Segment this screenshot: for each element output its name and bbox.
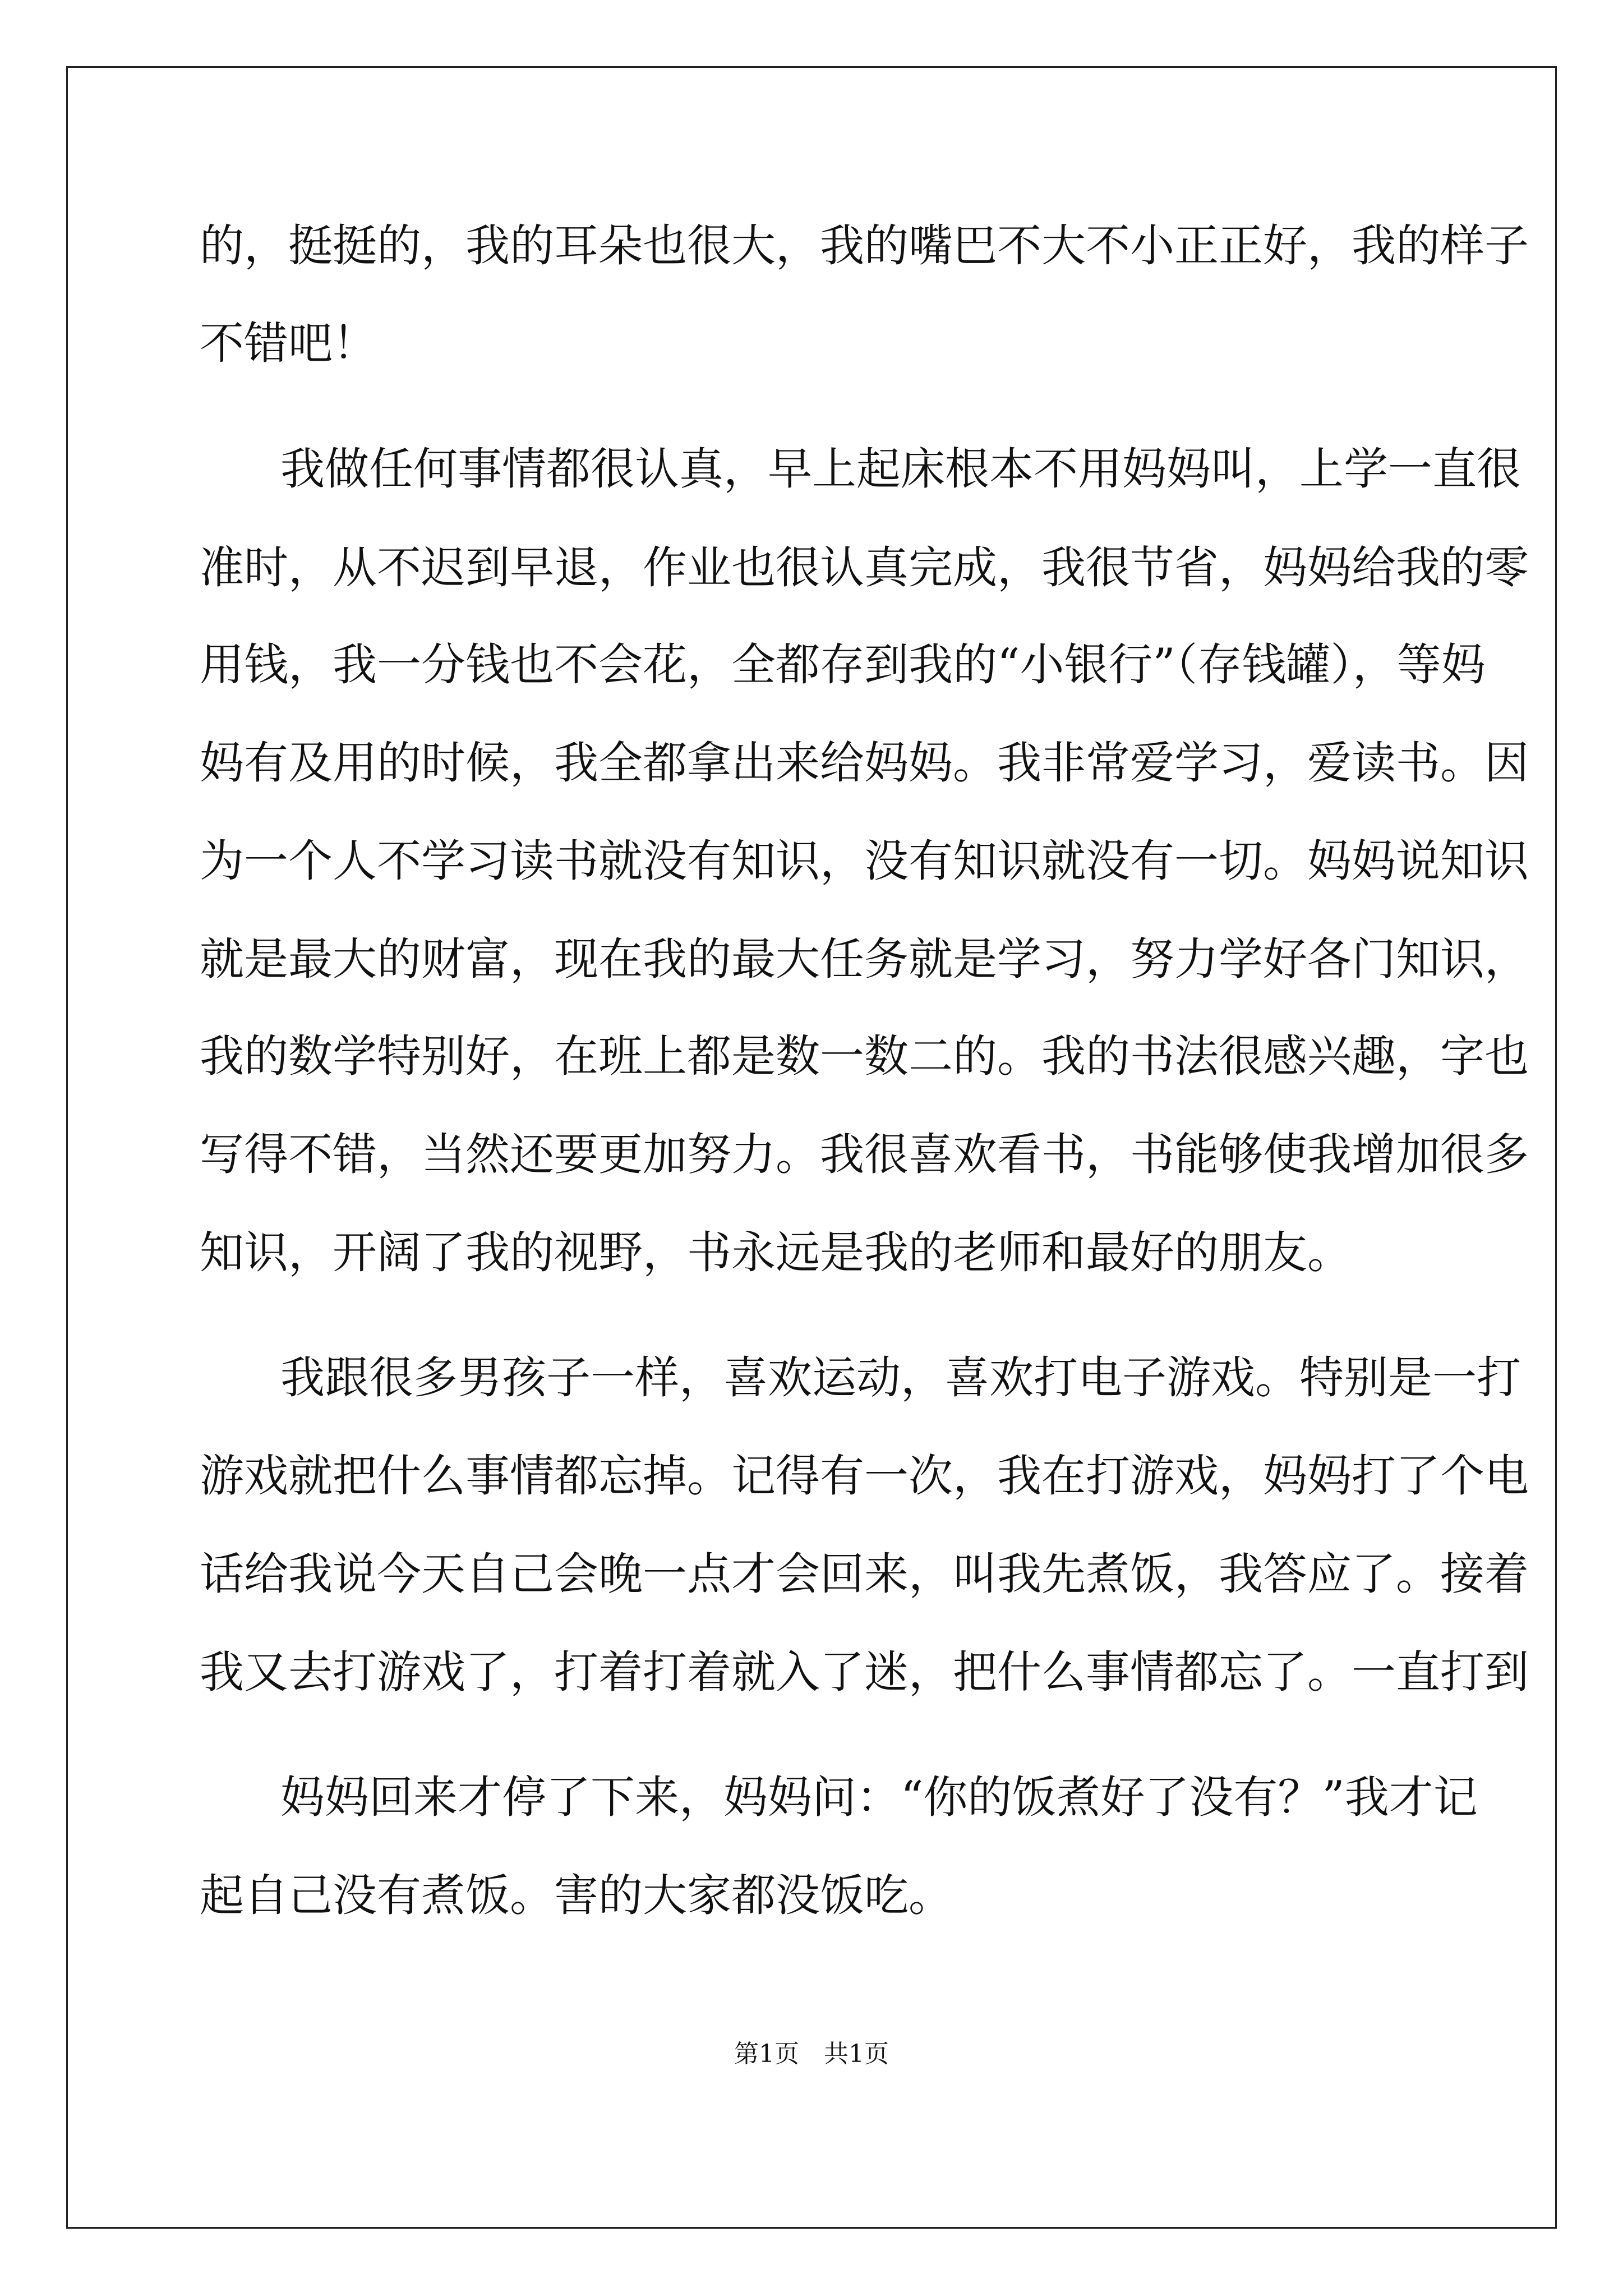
text-line: 写得不错，当然还要更加努力。我很喜欢看书，书能够使我增加很多 <box>200 1129 1529 1180</box>
text-line: 的，挺挺的，我的耳朵也很大，我的嘴巴不大不小正正好，我的样子 <box>200 220 1529 272</box>
text-line: 妈有及用的时候，我全都拿出来给妈妈。我非常爱学习，爱读书。因 <box>200 737 1529 789</box>
text-line: 用钱，我一分钱也不会花，全都存到我的“小银行”（存钱罐），等妈 <box>200 639 1486 691</box>
text-line: 游戏就把什么事情都忘掉。记得有一次，我在打游戏，妈妈打了个电 <box>200 1450 1529 1502</box>
text-line: 话给我说今天自己会晚一点才会回来，叫我先煮饭，我答应了。接着 <box>200 1548 1529 1600</box>
paragraph-first-line: 我跟很多男孩子一样，喜欢运动，喜欢打电子游戏。特别是一打 <box>280 1352 1521 1404</box>
paragraph-first-line: 我做任何事情都很认真，早上起床根本不用妈妈叫，上学一直很 <box>280 443 1521 495</box>
text-line: 准时，从不迟到早退，作业也很认真完成，我很节省，妈妈给我的零 <box>200 542 1529 593</box>
text-line: 不错吧！ <box>200 318 377 369</box>
page-number-footer: 第1页 共1页 <box>734 2040 889 2068</box>
text-line: 我的数学特别好，在班上都是数一数二的。我的书法很感兴趣，字也 <box>200 1030 1529 1082</box>
text-line: 我又去打游戏了，打着打着就入了迷，把什么事情都忘了。一直打到 <box>200 1646 1529 1698</box>
text-line: 知识，开阔了我的视野，书永远是我的老师和最好的朋友。 <box>200 1227 1352 1278</box>
text-line: 起自己没有煮饭。害的大家都没饭吃。 <box>200 1870 953 1921</box>
text-line: 就是最大的财富，现在我的最大任务就是学习，努力学好各门知识， <box>200 933 1529 985</box>
paragraph-first-line: 妈妈回来才停了下来，妈妈问：“你的饭煮好了没有？”我才记 <box>280 1772 1478 1823</box>
text-line: 为一个人不学习读书就没有知识，没有知识就没有一切。妈妈说知识 <box>200 835 1529 887</box>
